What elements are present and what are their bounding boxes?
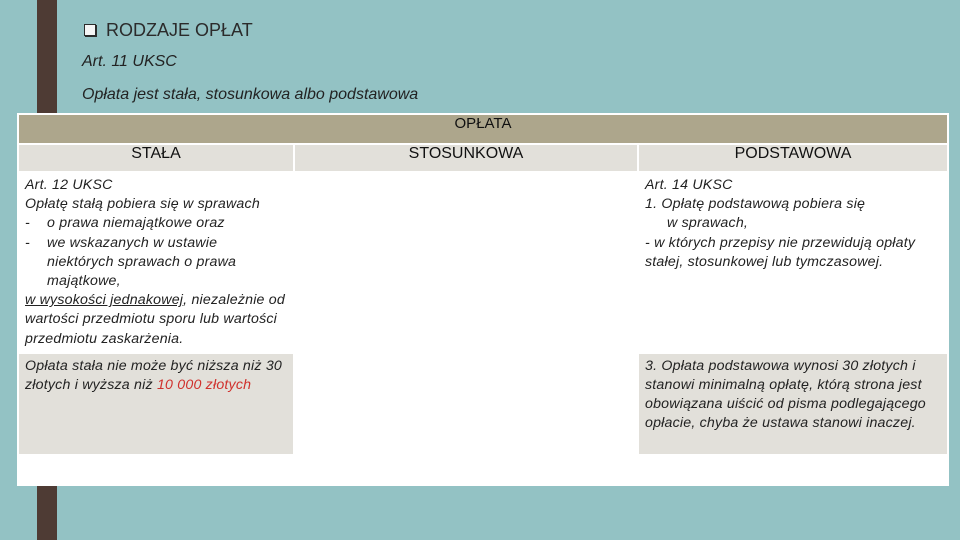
- table-header: OPŁATA: [18, 114, 948, 144]
- heading-title: RODZAJE OPŁAT: [106, 19, 253, 40]
- stala-item-1: - o prawa niemajątkowe oraz: [25, 215, 225, 232]
- stala-cell-2: [18, 353, 294, 455]
- stala-article: Art. 12 UKSC: [25, 177, 113, 193]
- podstawowa-point-1: 1. Opłatę podstawową pobiera się: [645, 196, 866, 213]
- podstawowa-cell-3: [638, 455, 948, 485]
- table-row: [18, 172, 948, 353]
- podstawowa-condition: - w których przepisy nie przewidują opłaty stałej, stosunkowej lub tymczasowej.: [645, 234, 916, 270]
- stala-limits: Opłata stała nie może być niższa niż 30 złotych i wyższa niż 10 000 złotych: [25, 357, 282, 394]
- column-headers-row: [18, 144, 948, 172]
- stosunkowa-cell-1: [294, 172, 638, 353]
- table-row: [18, 455, 948, 485]
- podstawowa-article: Art. 14 UKSC: [645, 177, 733, 193]
- column-header-stosunkowa: STOSUNKOWA: [294, 144, 638, 172]
- table-row: [18, 353, 948, 455]
- fees-table: [17, 113, 949, 486]
- subtitle-description: Opłata jest stała, stosunkowa albo podstawowa: [82, 86, 419, 103]
- podstawowa-cell-1: [638, 172, 948, 353]
- stala-intro: Opłatę stałą pobiera się w sprawach: [25, 196, 260, 213]
- stala-item-2: - we wskazanych w ustawie niektórych sprawach o prawa majątkowe,: [25, 234, 237, 290]
- stala-cell-3: [18, 455, 294, 485]
- stala-amount: w wysokości jednakowej, niezależnie od wartości przedmiotu sporu lub wartości przedmiotu zaskarżenia.: [25, 292, 285, 347]
- subtitle-article: Art. 11 UKSC: [82, 53, 177, 70]
- podstawowa-cases: w sprawach,: [667, 215, 749, 232]
- stosunkowa-cell-3: [294, 455, 638, 485]
- column-header-podstawowa: PODSTAWOWA: [638, 144, 948, 172]
- stosunkowa-cell-2: [294, 353, 638, 455]
- checkbox-icon: [84, 24, 96, 36]
- table-header-row: [18, 114, 948, 144]
- stala-max-amount: 10 000 złotych: [156, 377, 252, 394]
- podstawowa-cell-2: [638, 353, 948, 455]
- podstawowa-point-3: 3. Opłata podstawowa wynosi 30 złotych i stanowi minimalną opłatę, którą strona jest obowiązana uiścić od pisma podlegającego opłacie, chyba że ustawa stanowi inaczej.: [645, 357, 926, 432]
- stala-cell-1: [18, 172, 294, 353]
- slide-heading: [84, 18, 253, 42]
- column-header-stala: STAŁA: [18, 144, 294, 172]
